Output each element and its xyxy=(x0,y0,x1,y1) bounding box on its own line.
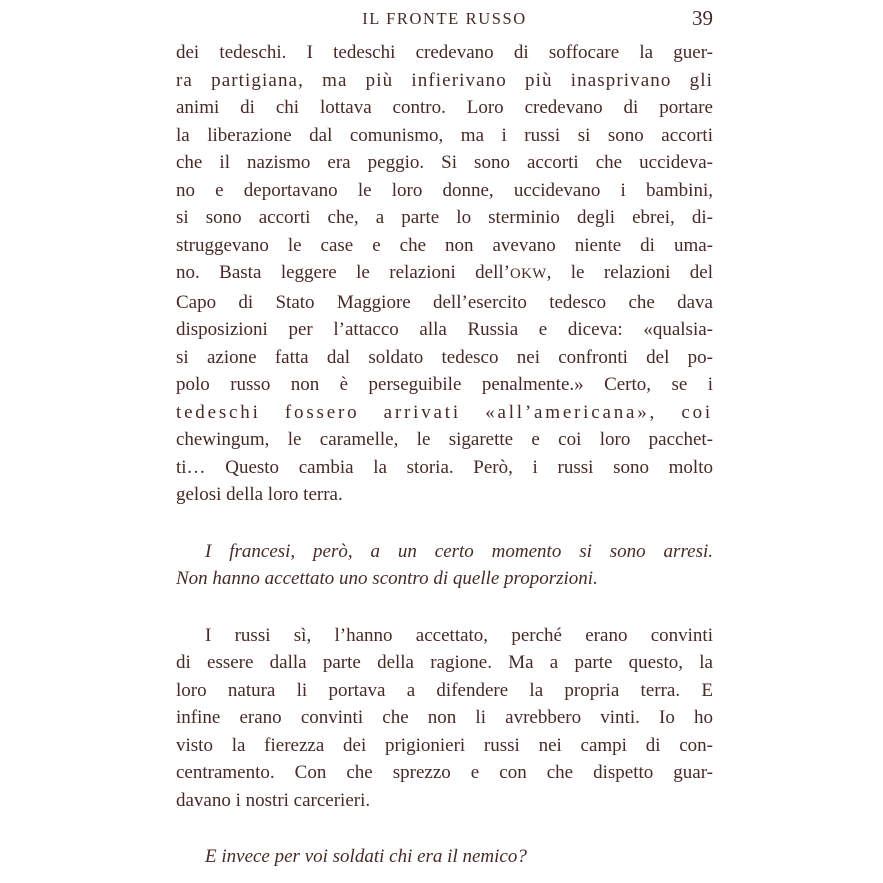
text-line: centramento. Con che sprezzo e con che dispetto guar- xyxy=(176,762,713,783)
paragraph-3 xyxy=(176,622,713,815)
okw-acronym: OKW xyxy=(510,266,547,282)
text-line: animi di chi lottava contro. Loro credevano di portare xyxy=(176,97,713,118)
body-text xyxy=(176,39,713,871)
text-line: I russi sì, l’hanno accettato, perché erano convinti xyxy=(205,624,713,646)
text-line: di essere dalla parte della ragione. Ma a parte questo, la xyxy=(176,652,713,673)
paragraph-2-interviewer-question xyxy=(176,538,713,593)
text-column xyxy=(176,6,713,871)
text-line: tedeschi fossero arrivati «all’americana», coi xyxy=(176,401,713,423)
text-line: si azione fatta dal soldato tedesco nei confronti del po- xyxy=(176,346,713,368)
text-line: no e deportavano le loro donne, uccidevano i bambini, xyxy=(176,179,713,201)
text-line: struggevano le case e che non avevano niente di uma- xyxy=(176,234,713,256)
text-line: infine erano convinti che non li avrebbero vinti. Io ho xyxy=(176,707,713,728)
text-line xyxy=(176,259,713,289)
text-line: polo russo non è perseguibile penalmente.» Certo, se i xyxy=(176,374,713,395)
text-line: ti… Questo cambia la storia. Però, i russi sono molto xyxy=(176,456,713,478)
text-line: gelosi della loro terra. xyxy=(176,484,343,505)
text-line: Capo di Stato Maggiore dell’esercito tedesco che dava xyxy=(176,291,713,313)
text-line: visto la fierezza dei prigionieri russi nei campi di con- xyxy=(176,734,713,756)
text-line: loro natura li portava a difendere la propria terra. E xyxy=(176,679,713,701)
text-segment: no. Basta leggere le relazioni dell’ xyxy=(176,262,510,283)
page-number: 39 xyxy=(692,6,713,30)
paragraph-1 xyxy=(176,39,713,509)
text-line: che il nazismo era peggio. Si sono accorti che uccideva- xyxy=(176,152,713,173)
chapter-title: IL FRONTE RUSSO xyxy=(362,9,527,28)
text-line: E invece per voi soldati chi era il nemico? xyxy=(205,846,527,867)
text-line: ra partigiana, ma più infierivano più inasprivano gli xyxy=(176,69,713,91)
text-line: Non hanno accettato uno scontro di quelle proporzioni. xyxy=(176,568,598,589)
text-line: si sono accorti che, a parte lo sterminio degli ebrei, di- xyxy=(176,207,713,228)
text-line: disposizioni per l’attacco alla Russia e diceva: «qualsia- xyxy=(176,319,713,340)
text-line: dei tedeschi. I tedeschi credevano di soffocare la guer- xyxy=(176,42,713,63)
paragraph-4-interviewer-question xyxy=(176,843,713,871)
text-line: I francesi, però, a un certo momento si sono arresi. xyxy=(205,540,713,562)
running-header xyxy=(176,6,713,30)
text-line: davano i nostri carcerieri. xyxy=(176,789,371,811)
text-segment: , le relazioni del xyxy=(546,262,713,283)
text-line: la liberazione dal comunismo, ma i russi si sono accorti xyxy=(176,124,713,146)
text-line: chewingum, le caramelle, le sigarette e coi loro pacchet- xyxy=(176,429,713,450)
